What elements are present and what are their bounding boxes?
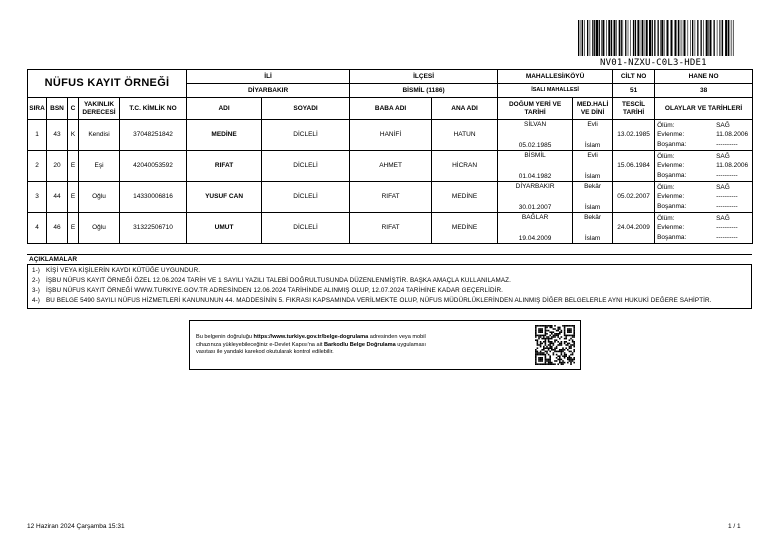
dogum-yeri: SİLVAN (523, 120, 547, 128)
col-yakinlik: YAKINLIK DERECESİ (79, 98, 120, 120)
verify-app-name: Barkodlu Belge Doğrulama (323, 341, 396, 348)
medeni-hal: Bekâr (584, 182, 602, 190)
olum-label: Ölüm: (657, 214, 675, 222)
ilce-label: İLÇESİ (350, 70, 498, 84)
adi: YUSUF CAN (187, 182, 262, 213)
verify-line2-post: uygulaması (395, 341, 426, 348)
col-medeni: MED.HALİ VE DİNİ (573, 98, 613, 120)
col-tescil: TESCİL TARİHİ (613, 98, 655, 120)
soyadi: DİCLELİ (262, 120, 350, 151)
footer-date: 12 Haziran 2024 Çarşamba 15:31 (27, 523, 125, 530)
olaylar (655, 213, 753, 244)
cinsiyet: E (68, 213, 79, 244)
tc-kimlik-no: 42040053592 (120, 151, 187, 182)
verify-line2-pre: cihazınıza yükleyebileceğiniz e-Devlet Kapısı'na ait (196, 341, 324, 348)
baba-adi: HANİFİ (350, 120, 432, 151)
tescil-tarihi: 13.02.1985 (613, 120, 655, 151)
din: İslam (584, 204, 601, 212)
olaylar (655, 182, 753, 213)
col-soyadi: SOYADI (262, 98, 350, 120)
din: İslam (584, 142, 601, 150)
verification-text (196, 334, 516, 357)
dogum-yeri: DİYARBAKIR (515, 182, 555, 190)
medeni-hal: Evli (587, 120, 598, 128)
sira: 1 (28, 120, 47, 151)
verify-line1-post: adresinden veya mobil (368, 334, 426, 340)
aciklama-item (32, 266, 749, 276)
sira: 3 (28, 182, 47, 213)
cinsiyet: K (68, 120, 79, 151)
olum-label: Ölüm: (657, 183, 675, 191)
soyadi: DİCLELİ (262, 182, 350, 213)
sira: 2 (28, 151, 47, 182)
bosanma-value: ---------- (716, 171, 738, 179)
bosanma-label: Boşanma: (657, 140, 687, 148)
bosanma-value: ---------- (716, 140, 738, 148)
ana-adi: MEDİNE (432, 182, 498, 213)
adi: UMUT (187, 213, 262, 244)
aciklamalar-title: AÇIKLAMALAR (27, 254, 752, 265)
baba-adi: AHMET (350, 151, 432, 182)
il-label: İLİ (187, 70, 350, 84)
cinsiyet: E (68, 182, 79, 213)
dogum-yeri: BAĞLAR (521, 213, 549, 221)
col-adi: ADI (187, 98, 262, 120)
evlenme-value: 11.08.2006 (716, 131, 749, 139)
evlenme-label: Evlenme: (657, 224, 685, 232)
baba-adi: RIFAT (350, 182, 432, 213)
verification-box (189, 320, 581, 370)
barcode-image (578, 20, 734, 56)
mahalle-label: MAHALLESİ/KÖYÜ (498, 70, 613, 84)
aciklama-text: BU BELGE 5490 SAYILI NÜFUS HİZMETLERİ KANUNUNUN 44. MADDESİNİN 5. FIKRASI KAPSAMINDA VERİLMEKTE OLUP, NÜFUS MÜDÜRLÜKLERİNDEN ALINMIŞ DİĞER BELGELERLE AYNI HUKUKİ DEĞERE SAHİPTİR. (46, 297, 712, 304)
bsn: 20 (47, 151, 68, 182)
verify-line1-pre: Bu belgenin doğruluğu (196, 334, 254, 340)
aciklama-number: 3-) (32, 287, 40, 294)
bosanma-label: Boşanma: (657, 202, 687, 210)
cilt-label: CİLT NO (613, 70, 655, 84)
evlenme-value: ---------- (716, 193, 738, 201)
tc-kimlik-no: 14330006816 (120, 182, 187, 213)
bosanma-value: ---------- (716, 202, 738, 210)
tescil-tarihi: 24.04.2009 (613, 213, 655, 244)
tc-kimlik-no: 37048251842 (120, 120, 187, 151)
olum-value: SAĞ (716, 152, 730, 160)
din: İslam (584, 173, 601, 181)
evlenme-label: Evlenme: (657, 131, 685, 139)
yakinlik: Oğlu (79, 182, 120, 213)
olum-label: Ölüm: (657, 121, 675, 129)
tescil-tarihi: 05.02.2007 (613, 182, 655, 213)
aciklama-number: 4-) (32, 297, 40, 304)
dogum-yeri-tarihi (498, 151, 573, 182)
table-row (28, 213, 753, 244)
col-ana: ANA ADI (432, 98, 498, 120)
dogum-tarihi: 01.04.1982 (518, 173, 552, 181)
col-dogum: DOĞUM YERİ VE TARİHİ (498, 98, 573, 120)
bsn: 46 (47, 213, 68, 244)
olum-value: SAĞ (716, 121, 730, 129)
aciklama-number: 2-) (32, 277, 40, 284)
baba-adi: RIFAT (350, 213, 432, 244)
footer-page-number: 1 / 1 (728, 523, 741, 530)
aciklama-item (32, 276, 749, 286)
bosanma-label: Boşanma: (657, 171, 687, 179)
medeni-hal: Bekâr (584, 213, 602, 221)
medeni-hal-din (573, 213, 613, 244)
dogum-tarihi: 30.01.2007 (518, 204, 552, 212)
aciklamalar-section (27, 254, 752, 309)
table-row (28, 120, 753, 151)
olum-value: SAĞ (716, 214, 730, 222)
din: İslam (584, 235, 601, 243)
aciklama-number: 1-) (32, 267, 40, 274)
dogum-yeri: BİSMİL (524, 151, 546, 159)
tescil-tarihi: 15.06.1984 (613, 151, 655, 182)
olaylar (655, 151, 753, 182)
bosanma-label: Boşanma: (657, 233, 687, 241)
col-tc: T.C. KİMLİK NO (120, 98, 187, 120)
aciklama-item (32, 286, 749, 296)
household-table (27, 69, 753, 244)
aciklama-text: İŞBU NÜFUS KAYIT ÖRNEĞİ ÖZEL 12.06.2024 TARİH VE 1 SAYILI YAZILI TALEBİ DOĞRULTUSUNDA DÜZENLENMİŞTİR. BAŞKA AMAÇLA KULLANILAMAZ. (46, 277, 511, 284)
yakinlik: Oğlu (79, 213, 120, 244)
col-sira: SIRA (28, 98, 47, 120)
evlenme-value: ---------- (716, 224, 738, 232)
medeni-hal-din (573, 182, 613, 213)
yakinlik: Kendisi (79, 120, 120, 151)
dogum-tarihi: 05.02.1985 (518, 142, 552, 150)
ilce-value: BİSMİL (1186) (350, 84, 498, 98)
dogum-yeri-tarihi (498, 120, 573, 151)
bsn: 43 (47, 120, 68, 151)
col-bsn: BSN (47, 98, 68, 120)
medeni-hal-din (573, 151, 613, 182)
document-code: NV01-NZXU-C0L3-HDE1 (600, 58, 707, 68)
aciklamalar-list (27, 265, 752, 309)
evlenme-label: Evlenme: (657, 193, 685, 201)
olum-label: Ölüm: (657, 152, 675, 160)
soyadi: DİCLELİ (262, 151, 350, 182)
sira: 4 (28, 213, 47, 244)
dogum-tarihi: 19.04.2009 (518, 235, 552, 243)
il-value: DİYARBAKIR (187, 84, 350, 98)
col-baba: BABA ADI (350, 98, 432, 120)
table-row (28, 182, 753, 213)
tc-kimlik-no: 31322506710 (120, 213, 187, 244)
yakinlik: Eşi (79, 151, 120, 182)
bsn: 44 (47, 182, 68, 213)
soyadi: DİCLELİ (262, 213, 350, 244)
aciklama-text: İŞBU NÜFUS KAYIT ÖRNEĞİ WWW.TURKIYE.GOV.TR ADRESİNDEN 12.06.2024 TARİHİNDE ALINMIŞ OLUP, 12.07.2024 TARİHİNE KADAR GEÇERLİDİR. (46, 287, 504, 294)
evlenme-label: Evlenme: (657, 162, 685, 170)
col-olaylar: OLAYLAR VE TARİHLERİ (655, 98, 753, 120)
dogum-yeri-tarihi (498, 213, 573, 244)
evlenme-value: 11.08.2006 (716, 162, 749, 170)
bosanma-value: ---------- (716, 233, 738, 241)
ana-adi: MEDİNE (432, 213, 498, 244)
medeni-hal-din (573, 120, 613, 151)
ana-adi: HİCRAN (432, 151, 498, 182)
mahalle-value: İSALI MAHALLESİ (498, 84, 613, 98)
olum-value: SAĞ (716, 183, 730, 191)
hane-value: 38 (655, 84, 753, 98)
aciklama-text: KİŞİ VEYA KİŞİLERİN KAYDI KÜTÜĞE UYGUNDUR. (46, 267, 201, 274)
verify-line3: vasıtası ile yandaki karekod okutularak kontrol edilebilir. (196, 349, 334, 355)
olaylar (655, 120, 753, 151)
aciklama-item (32, 296, 749, 306)
col-c: C (68, 98, 79, 120)
dogum-yeri-tarihi (498, 182, 573, 213)
hane-label: HANE NO (655, 70, 753, 84)
table-row (28, 151, 753, 182)
adi: MEDİNE (187, 120, 262, 151)
cinsiyet: E (68, 151, 79, 182)
adi: RIFAT (187, 151, 262, 182)
verification-url[interactable]: https://www.turkiye.gov.tr/belge-dogrulama (253, 334, 369, 340)
document-title: NÜFUS KAYIT ÖRNEĞİ (28, 70, 187, 98)
qr-code-image (535, 325, 575, 365)
medeni-hal: Evli (587, 151, 598, 159)
cilt-value: 51 (613, 84, 655, 98)
ana-adi: HATUN (432, 120, 498, 151)
